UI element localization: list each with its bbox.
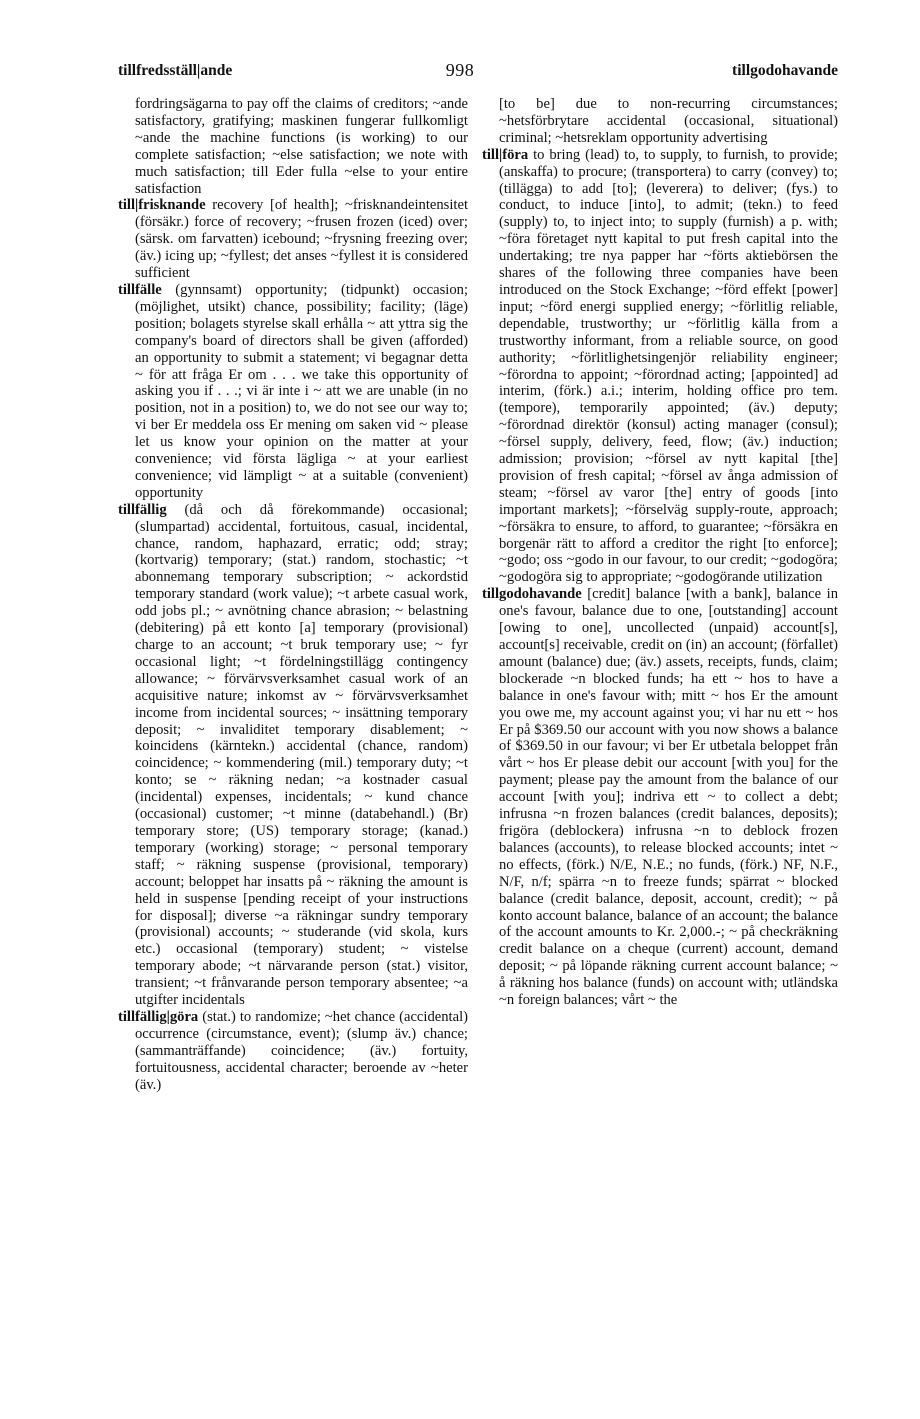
headword: till|frisknande xyxy=(118,197,206,214)
headword: tillgodohavande xyxy=(482,586,582,603)
dictionary-entry: tillfällig|göra (stat.) to randomize; ~het chance (accidental) occurrence (circumstance, event); (slump äv.) chance; (sammanträffande) coincidence; (äv.) fortuity, fortuitousness, accidental character; beroende av ~heter (äv.) xyxy=(118,1008,468,1093)
right-column xyxy=(482,96,838,1009)
dictionary-entry: tillfälle (gynnsamt) opportunity; (tidpunkt) occasion; (möjlighet, utsikt) chance, possibility; facility; (läge) position; bolagets styrelse skall erhålla ~ att yttra sig the company's board of directors shall be given (afforded) an opportunity to submit a statement; vi begagnar detta ~ för att fråga Er om . . . we take this opportunity of asking you if . . .; vi är inte i ~ att we are unable (in no position, not in a position) to, we do not see our way to; vi ber Er meddela oss Er mening om saken vid ~ please let us know your opinion on the matter at your convenience; vid första lägliga ~ at your earliest convenience; vid lämpligt ~ at a suitable (convenient) opportunity xyxy=(118,281,468,501)
headword: till|föra xyxy=(482,146,529,163)
headword: tillfälle xyxy=(118,281,162,298)
page-number: 998 xyxy=(445,60,475,80)
headword: tillfällig|göra xyxy=(118,1008,199,1025)
dictionary-entry: fordringsägarna to pay off the claims of creditors; ~ande satisfactory, gratifying; maskinen fungerar fullkomligt ~ande the machine functions (is working) to our complete satisfaction; ~else satisfaction; we note with much satisfaction; till Eder fulla ~else to your entire satisfaction xyxy=(135,96,468,197)
dictionary-entry: tillfällig (då och då förekommande) occasional; (slumpartad) accidental, fortuitous, casual, incidental, chance, random, haphazard, erratic; odd; stray; (kortvarig) temporary; (stat.) random, stochastic; ~t abonnemang temporary subscription; ~ ackordstid temporary standard (work value); ~t arbete casual work, odd jobs pl.; ~ avnötning chance abrasion; ~ belastning (debitering) på ett konto [a] temporary (provisional) charge to an account; ~t bruk temporary use; ~ fyr occasional light; ~t fördelningstillägg contingency allowance; ~ förvärvsverksamhet casual work of an acquisitive nature; inkomst av ~ förvärvsverksamhet income from incidental sources; ~ insättning temporary deposit; ~ invaliditet temporary disablement; ~ koincidens (kärntekn.) accidental (chance, random) coincidence; ~ kommendering (mil.) temporary duty; ~t konto; se ~ räkning nedan; ~a kostnader casual (incidental) expenses, incidentals; ~ kund chance (occasional) customer; ~t minne (databehandl.) (Br) temporary store; (US) temporary storage; (kanad.) temporary (working) storage; ~ personal temporary staff; ~ räkning suspense (provisional, temporary) account; beloppet har insatts på ~ räkning the amount is held in suspense [pending receipt of your instructions for disposal]; diverse ~a räkningar sundry temporary (provisional) accounts; ~ studerande (vid skola, kurs etc.) occasional (temporary) student; ~ vistelse temporary abode; ~t närvarande person (stat.) visitor, transient; ~t frånvarande person temporary absentee; ~a utgifter incidentals xyxy=(118,501,468,1009)
left-column xyxy=(118,96,468,1093)
dictionary-entry: till|frisknande recovery [of health]; ~frisknandeintensitet (försäkr.) force of recovery; ~frusen frozen (iced) over; (särsk. om farvatten) icebound; ~frysning freezing over; (äv.) icing up; ~fyllest; det anses ~fyllest it is considered sufficient xyxy=(118,197,468,282)
right-guide-word: tillgodohavande xyxy=(732,62,838,79)
dictionary-entry: [to be] due to non-recurring circumstances; ~hetsförbrytare accidental (occasional, situational) criminal; ~hetsreklam opportunity advertising xyxy=(499,96,838,146)
headword: tillfällig xyxy=(118,501,167,518)
dictionary-entry: tillgodohavande [credit] balance [with a bank], balance in one's favour, balance due to one, [outstanding] account [owing to one], uncollected (unpaid) account[s], account[s] receivable, credit on (in) an account; (förfallet) amount (balance) due; (äv.) assets, receipts, funds, claim; blockerade ~n blocked funds; ha ett ~ hos to have a balance in one's favour with; mitt ~ hos Er the amount you owe me, my account against you; vi har nu ett ~ hos Er på $369.50 our account with you now shows a balance of $369.50 in our favour; vi ber Er utbetala beloppet från vårt ~ hos Er please debit our account [with you] for the payment; please pay the amount from the balance of our account [with you]; indriva ett ~ to collect a debt; infrusna ~n frozen balances (credit balances, deposits); frigöra (deblockera) infrusna ~n to deblock frozen balances (accounts), to release blocked accounts; intet ~ no effects, (förk.) N/E, N.E.; no funds, (förk.) NF, N.F., N/F, n/f; spärra ~n to freeze funds; spärrat ~ blocked balance (credit balance, deposit, account, credit); ~ på konto account balance, balance of an account; the balance of the account amounts to Kr. 2,000.-; ~ på checkräkning credit balance on a cheque (current) account, demand deposit; ~ på löpande räkning current account balance; ~ å räkning hos balance (funds) on account with; utländska ~n foreign balances; vårt ~ the xyxy=(482,586,838,1009)
left-guide-word: tillfredsställ|ande xyxy=(118,62,233,79)
dictionary-entry: till|föra to bring (lead) to, to supply, to furnish, to provide; (anskaffa) to procure; (transportera) to carry (convey) to; (tillägga) to add [to]; (leverera) to deliver; (fys.) to conduct, to induce [into], to admit; (tekn.) to feed (supply) to, to inject into; to supply (furnish) a p. with; ~föra företaget nytt kapital to put fresh capital into the undertaking; tre nya papper har ~förts aktiebörsen the shares of the following three companies have been introduced on the Stock Exchange; ~förd effekt [power] input; ~förd energi supplied energy; ~förlitlig reliable, dependable, trustworthy; ur ~förlitlig källa from a trustworthy informant, from a reliable source, on good authority; ~förlitlighetsingenjör reliability engineer; ~förordna to appoint; ~förordnad acting; [appointed] ad interim, (förk.) a.i.; interim, holding office pro tem. (tempore), temporarily appointed; (äv.) deputy; ~förordnad direktör (konsul) acting manager (consul); ~försel supply, delivery, feed, flow; (äv.) induction; admission; provision; ~försel av nytt kapital [the] provision of fresh capital; ~försel av ånga admission of steam; ~försel av varor [the] entry of goods [into important markets]; ~förselväg supply-route, approach; ~försäkra to ensure, to afford, to guarantee; ~försäkra en borgenär rätt to afford a creditor the right [to enforce]; ~godo; oss ~godo in our favour, to our credit; ~godogöra; ~godogöra sig to appropriate; ~godogörande utilization xyxy=(482,146,838,586)
